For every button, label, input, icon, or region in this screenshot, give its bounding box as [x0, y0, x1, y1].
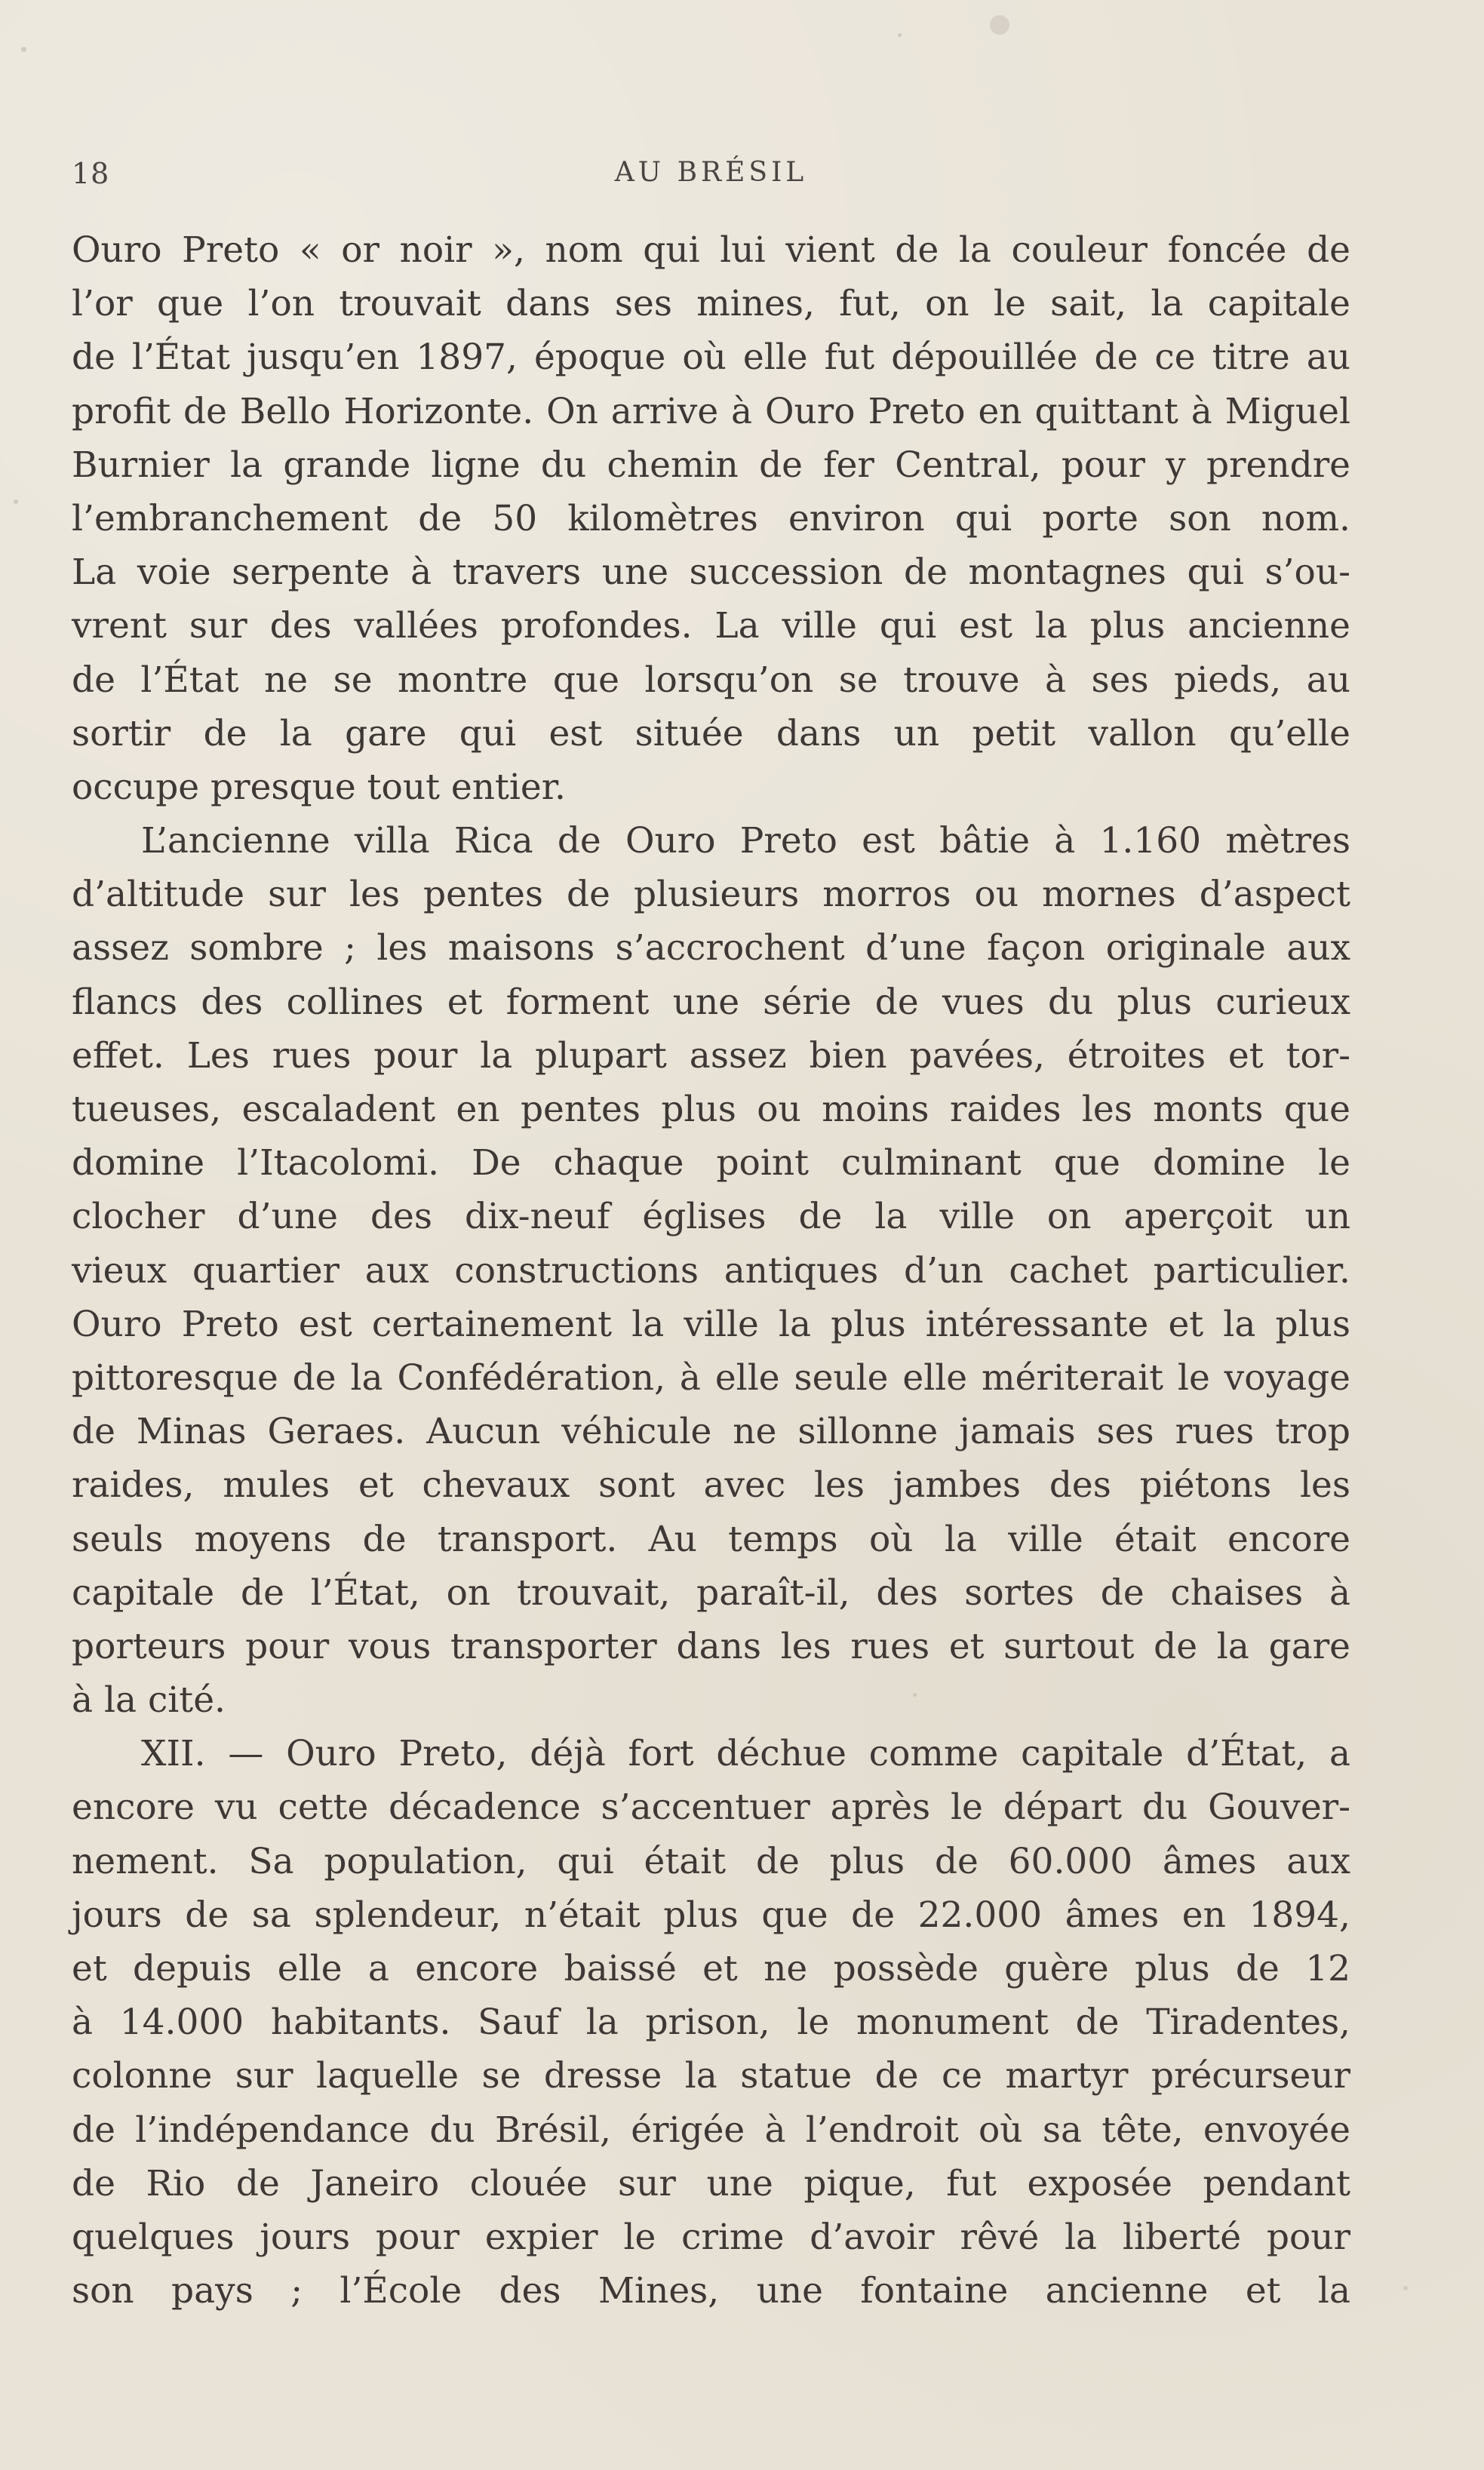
text-line: porteurs pour vous transporter dans les rues et surtout de la gare: [72, 1625, 1350, 1667]
text-line: son pays ; l’École des Mines, une fontaine ancienne et la: [72, 2270, 1350, 2312]
text-line: de l’État ne se montre que lorsqu’on se trouve à ses pieds, au: [72, 659, 1350, 701]
text-line: quelques jours pour expier le crime d’avoir rêvé la liberté pour: [72, 2216, 1350, 2258]
paper-speck: [1403, 2286, 1408, 2290]
text-line: d’altitude sur les pentes de plusieurs morros ou mornes d’aspect: [72, 874, 1350, 916]
body-text: [72, 223, 1350, 2318]
text-line: de Minas Geraes. Aucun véhicule ne sillonne jamais ses rues trop: [72, 1411, 1350, 1453]
text-line: vieux quartier aux constructions antiques d’un cachet particulier.: [72, 1249, 1350, 1292]
text-line: sortir de la gare qui est située dans un petit vallon qu’elle: [72, 712, 1350, 754]
text-line: La voie serpente à travers une succession de montagnes qui s’ou-: [72, 551, 1350, 594]
text-line: à 14.000 habitants. Sauf la prison, le monument de Tiradentes,: [72, 2001, 1350, 2044]
text-line: XII. — Ouro Preto, déjà fort déchue comme capitale d’État, a: [141, 1733, 1350, 1775]
paper-speck: [21, 47, 26, 52]
text-line: l’or que l’on trouvait dans ses mines, fut, on le sait, la capitale: [72, 283, 1350, 325]
text-line: assez sombre ; les maisons s’accrochent d’une façon originale aux: [72, 927, 1350, 969]
text-line: capitale de l’État, on trouvait, paraît-il, des sortes de chaises à: [72, 1571, 1350, 1614]
text-line: jours de sa splendeur, n’était plus que de 22.000 âmes en 1894,: [72, 1894, 1350, 1936]
text-line: flancs des collines et forment une série de vues du plus curieux: [72, 981, 1350, 1023]
text-line: et depuis elle a encore baissé et ne possède guère plus de 12: [72, 1948, 1350, 1989]
paper-speck: [14, 499, 18, 504]
text-line: clocher d’une des dix-neuf églises de la ville on aperçoit un: [72, 1196, 1350, 1238]
text-line: de Rio de Janeiro clouée sur une pique, fut exposée pendant: [72, 2162, 1350, 2204]
text-line: seuls moyens de transport. Au temps où la ville était encore: [72, 1518, 1350, 1560]
text-line: à la cité.: [72, 1679, 226, 1722]
text-line: L’ancienne villa Rica de Ouro Preto est bâtie à 1.160 mètres: [141, 820, 1350, 862]
text-line: profit de Bello Horizonte. On arrive à Ouro Preto en quittant à Miguel: [72, 390, 1350, 432]
text-line: pittoresque de la Confédération, à elle seule elle mériterait le voyage: [72, 1356, 1350, 1399]
text-line: effet. Les rues pour la plupart assez bien pavées, étroites et tor-: [72, 1034, 1350, 1077]
text-line: Ouro Preto « or noir », nom qui lui vient de la couleur foncée de: [72, 229, 1350, 271]
text-line: nement. Sa population, qui était de plus de 60.000 âmes aux: [72, 1840, 1350, 1882]
text-line: de l’indépendance du Brésil, érigée à l’endroit où sa tête, envoyée: [72, 2109, 1350, 2151]
text-line: Burnier la grande ligne du chemin de fer Central, pour y prendre: [72, 444, 1350, 486]
paper-speck: [898, 33, 902, 37]
text-line: colonne sur laquelle se dresse la statue de ce martyr précurseur: [72, 2055, 1350, 2097]
text-line: Ouro Preto est certainement la ville la plus intéressante et la plus: [72, 1303, 1350, 1345]
paper-speck: [990, 15, 1009, 35]
text-line: domine l’Itacolomi. De chaque point culminant que domine le: [72, 1142, 1350, 1184]
page-header: [72, 157, 1350, 202]
text-line: tueuses, escaladent en pentes plus ou moins raides les monts que: [72, 1089, 1350, 1130]
running-head: AU BRÉSIL: [614, 157, 808, 188]
text-line: de l’État jusqu’en 1897, époque où elle fut dépouillée de ce titre au: [72, 336, 1350, 379]
text-line: encore vu cette décadence s’accentuer après le départ du Gouver-: [72, 1786, 1350, 1829]
text-line: l’embranchement de 50 kilomètres environ qui porte son nom.: [72, 497, 1350, 539]
text-line: vrent sur des vallées profondes. La ville qui est la plus ancienne: [72, 605, 1350, 647]
page-number: 18: [72, 157, 110, 190]
text-line: occupe presque tout entier.: [72, 766, 566, 808]
text-line: raides, mules et chevaux sont avec les jambes des piétons les: [72, 1464, 1350, 1507]
